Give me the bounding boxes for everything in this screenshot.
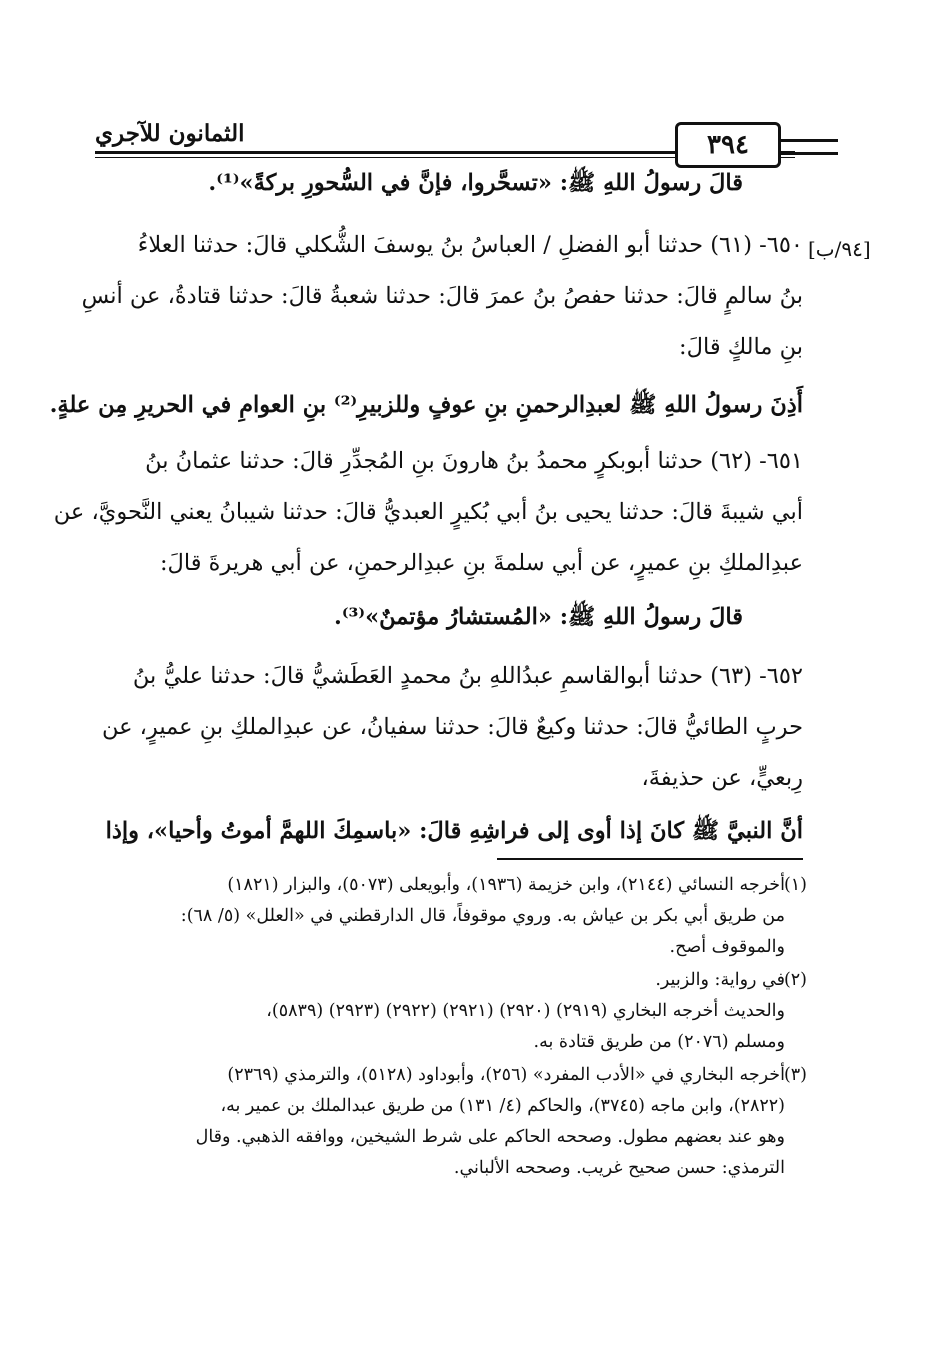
- footnote-line: (٢٨٢٢)، وابن ماجه (٣٧٤٥)، والحاكم (٤/ ١٣١) من طريق عبدالملك بن عمير به،: [220, 1096, 785, 1116]
- footnotes: [95, 875, 807, 1255]
- isnad-line: حربٍ الطائيُّ قالَ: حدثنا وكيعٌ قالَ: حدثنا سفيانُ، عن عبدِالملكِ بنِ عميرٍ، عن: [101, 714, 803, 740]
- isnad-line: أبي شيبةَ قالَ: حدثنا يحيى بنُ أبي بُكيرٍ العبديُّ قالَ: حدثنا شيبانُ يعني النَّحويَّ، عن: [53, 499, 803, 525]
- isnad-line: رِبعيٍّ، عن حذيفةَ،: [641, 765, 803, 791]
- hadith-text-line: قالَ رسولُ اللهِ ﷺ: «المُستشارُ مؤتمنٌ»⁽³⁾.: [334, 604, 743, 630]
- isnad-line: بنِ مالكٍ قالَ:: [679, 334, 803, 360]
- footnote-separator: [497, 858, 803, 860]
- isnad-line: ٦٥١- (٦٢) حدثنا أبوبكرٍ محمدُ بنُ هارونَ بنِ المُجدِّرِ قالَ: حدثنا عثمانُ بنُ: [145, 448, 803, 474]
- isnad-line: عبدِالملكِ بنِ عميرٍ، عن أبي سلمةَ بنِ عبدِالرحمنِ، عن أبي هريرةَ قالَ:: [159, 550, 803, 576]
- isnad-line: ٦٥٠- (٦١) حدثنا أبو الفضلِ / العباسُ بنُ يوسفَ الشُّكلي قالَ: حدثنا العلاءُ: [137, 232, 803, 258]
- isnad-line: بنُ سالمٍ قالَ: حدثنا حفصُ بنُ عمرَ قالَ: حدثنا شعبةُ قالَ: حدثنا قتادةُ، عن أنسِ: [81, 283, 803, 309]
- footnote-number: (٣): [783, 1065, 807, 1085]
- footnote-number: (٢): [783, 970, 807, 990]
- isnad-line: ٦٥٢- (٦٣) حدثنا أبوالقاسمِ عبدُاللهِ بنُ محمدٍ العَطَشيُّ قالَ: حدثنا عليُّ بنُ: [132, 663, 803, 689]
- main-text: [49, 170, 803, 850]
- footnote-line: أخرجه النسائي (٢١٤٤)، وابن خزيمة (١٩٣٦)، وأبويعلى (٥٠٧٣)، والبزار (١٨٢١): [227, 875, 785, 895]
- footnote-line: من طريق أبي بكر بن عياش به. وروي موقوفاً، قال الدارقطني في «العلل» (٥/ ٦٨):: [180, 906, 785, 926]
- footnote-line: والحديث أخرجه البخاري (٢٩١٩) (٢٩٢٠) (٢٩٢١) (٢٩٢٢) (٢٩٢٣) (٥٨٣٩)،: [266, 1001, 785, 1021]
- footnote-line: الترمذي: حسن صحيح غريب. وصححه الألباني.: [453, 1158, 785, 1178]
- hadith-text-line: أَذِنَ رسولُ اللهِ ﷺ لعبدِالرحمنِ بنِ عوفٍ وللزبيرِ⁽²⁾ بنِ العوامِ في الحريرِ مِن علةٍ.: [49, 392, 803, 418]
- footnote-line: ومسلم (٢٠٧٦) من طريق قتادة به.: [533, 1032, 785, 1052]
- hadith-text-line: قالَ رسولُ اللهِ ﷺ: «تسحَّروا، فإنَّ في السُّحورِ بركةً»⁽¹⁾.: [208, 170, 743, 196]
- hadith-text-line: أنَّ النبيَّ ﷺ كانَ إذا أوى إلى فراشِهِ قالَ: «باسمِكَ اللهمَّ أموتُ وأحيا»، وإذا: [105, 818, 803, 844]
- footnote-line: وهو عند بعضهم مطول. وصححه الحاكم على شرط الشيخين، ووافقه الذهبي. وقال: [195, 1127, 785, 1147]
- running-title: الثمانون للآجري: [95, 120, 245, 147]
- footnote-number: (١): [783, 875, 807, 895]
- footnote-line: في رواية: والزبير.: [655, 970, 785, 990]
- footnote-line: أخرجه البخاري في «الأدب المفرد» (٢٥٦)، وأبوداود (٥١٢٨)، والترمذي (٢٣٦٩): [227, 1065, 785, 1085]
- manuscript-folio-note: [٩٤/ب]: [808, 237, 871, 261]
- page-header: [95, 118, 795, 178]
- footnote-line: والموقوف أصح.: [669, 937, 785, 957]
- page-number: ٣٩٤: [675, 122, 781, 168]
